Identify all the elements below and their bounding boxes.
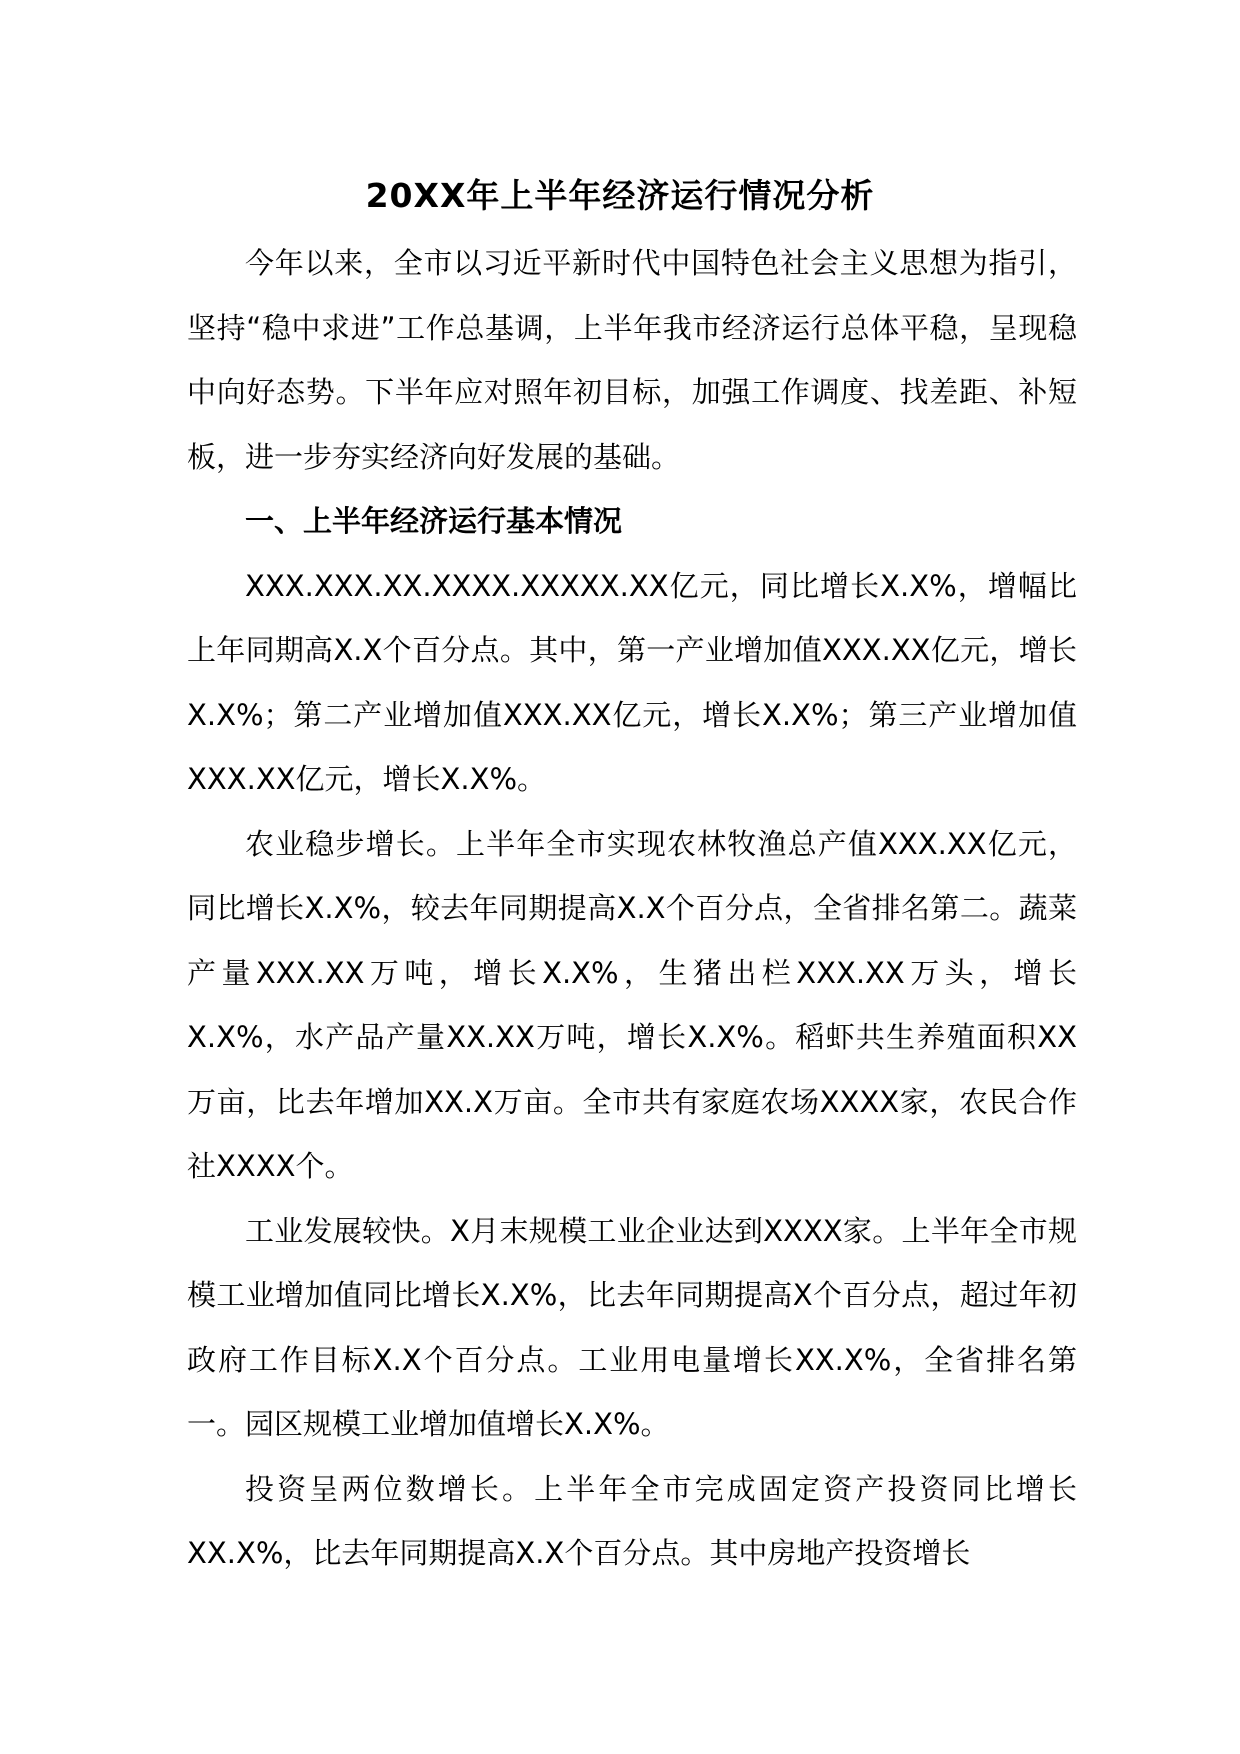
section-heading: 一、上半年经济运行基本情况 [245, 504, 623, 538]
paragraph-gdp: XXX.XXX.XX.XXXX.XXXXX.XX亿元，同比增长X.X%，增幅比上年同期高X.X个百分点。其中，第一产业增加值XXX.XX亿元，增长X.X%；第二产业增加值XXX.XX亿元，增长X.X%；第三产业增加值XXX.XX亿元，增长X.X%。 [187, 568, 1077, 796]
document-body [187, 231, 1077, 1586]
paragraph-investment: 投资呈两位数增长。上半年全市完成固定资产投资同比增长XX.X%，比去年同期提高X.X个百分点。其中房地产投资增长 [187, 1471, 1077, 1570]
intro-paragraph: 今年以来，全市以习近平新时代中国特色社会主义思想为指引，坚持“稳中求进”工作总基调，上半年我市经济运行总体平稳，呈现稳中向好态势。下半年应对照年初目标，加强工作调度、找差距、补短板，进一步夯实经济向好发展的基础。 [187, 246, 1077, 474]
paragraph-industry: 工业发展较快。X月末规模工业企业达到XXXX家。上半年全市规模工业增加值同比增长X.X%，比去年同期提高X个百分点，超过年初政府工作目标X.X个百分点。工业用电量增长XX.X%，全省排名第一。园区规模工业增加值增长X.X%。 [187, 1213, 1077, 1441]
paragraph-agriculture: 农业稳步增长。上半年全市实现农林牧渔总产值XXX.XX亿元，同比增长X.X%，较去年同期提高X.X个百分点，全省排名第二。蔬菜产量XXX.XX万吨，增长X.X%，生猪出栏XXX.XX万头，增长X.X%，水产品产量XX.XX万吨，增长X.X%。稻虾共生养殖面积XX万亩，比去年增加XX.X万亩。全市共有家庭农场XXXX家，农民合作社XXXX个。 [187, 826, 1077, 1183]
document-title: 20XX年上半年经济运行情况分析 [365, 176, 875, 215]
